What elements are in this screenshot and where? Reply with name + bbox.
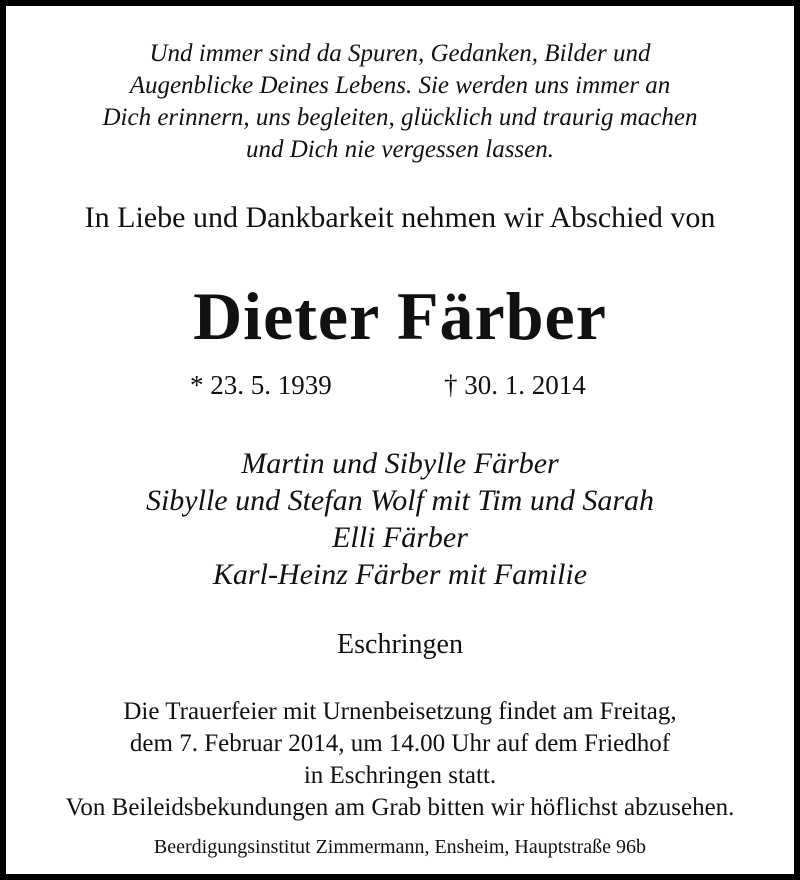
mourner-line: Karl-Heinz Färber mit Familie	[212, 558, 588, 591]
poem-line: Dich erinnern, uns begleiten, glücklich und traurig machen	[102, 104, 698, 131]
place-name: Eschringen	[337, 629, 463, 660]
ceremony-line: in Eschringen statt.	[303, 762, 497, 789]
farewell-intro: In Liebe und Dankbarkeit nehmen wir Abschied von	[84, 201, 716, 234]
poem-line: und Dich nie vergessen lassen.	[245, 136, 555, 163]
ceremony-line: Von Beileidsbekundungen am Grab bitten wir höflichst abzusehen.	[65, 794, 735, 821]
life-dates	[6, 369, 794, 401]
birth-date: * 23. 5. 1939	[190, 370, 332, 400]
ceremony-line: dem 7. Februar 2014, um 14.00 Uhr auf dem Friedhof	[129, 730, 671, 757]
mourner-line: Martin und Sibylle Färber	[241, 447, 559, 480]
ceremony-line: Die Trauerfeier mit Urnenbeisetzung findet am Freitag,	[123, 698, 677, 725]
undertaker-info: Beerdigungsinstitut Zimmermann, Ensheim, Hauptstraße 96b	[153, 836, 647, 858]
poem-line: Augenblicke Deines Lebens. Sie werden uns immer an	[129, 72, 671, 99]
deceased-name: Dieter Färber	[193, 278, 607, 354]
poem-line: Und immer sind da Spuren, Gedanken, Bilder und	[149, 40, 651, 67]
death-date: † 30. 1. 2014	[444, 370, 586, 400]
mourner-line: Elli Färber	[332, 521, 468, 554]
mourner-line: Sibylle und Stefan Wolf mit Tim und Sarah	[145, 484, 655, 517]
